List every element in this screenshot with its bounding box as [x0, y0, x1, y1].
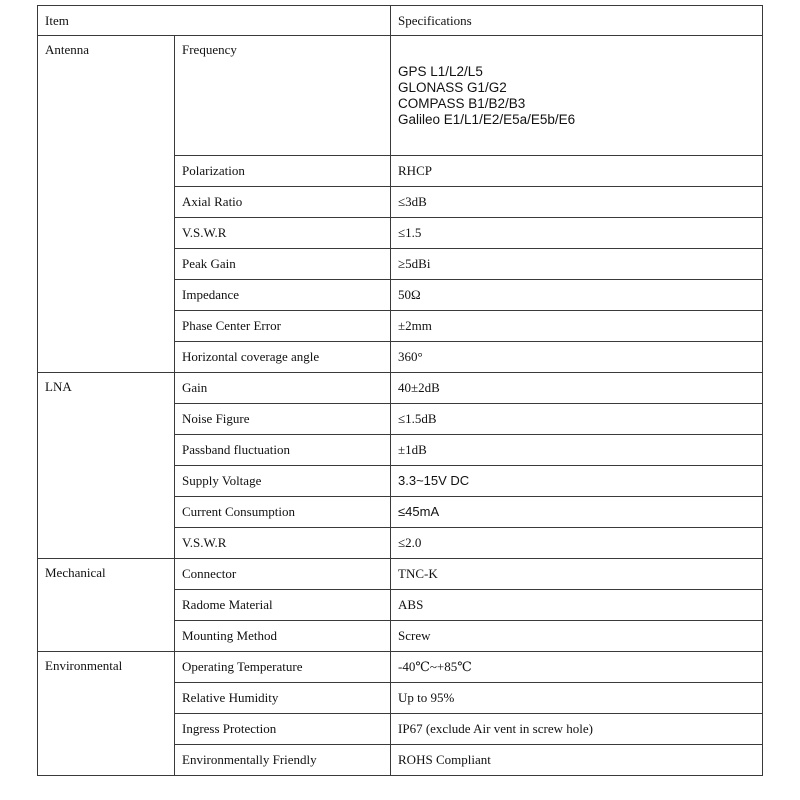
param-value: ≤3dB [391, 187, 763, 218]
param-name: Environmentally Friendly [175, 745, 391, 776]
param-name: Gain [175, 373, 391, 404]
table-row [38, 373, 763, 404]
specifications-table [37, 5, 763, 776]
table-row [38, 36, 763, 156]
frequency-value: COMPASS B1/B2/B3 [398, 95, 526, 111]
group-lna: LNA [38, 373, 175, 559]
group-environmental: Environmental [38, 652, 175, 776]
param-value: 360° [391, 342, 763, 373]
param-value: Screw [391, 621, 763, 652]
frequency-values [391, 36, 763, 156]
param-value: ±2mm [391, 311, 763, 342]
table-row [38, 559, 763, 590]
param-value: 3.3~15V DC [391, 466, 763, 497]
param-name: Axial Ratio [175, 187, 391, 218]
param-name: Connector [175, 559, 391, 590]
param-value: ABS [391, 590, 763, 621]
param-name: Supply Voltage [175, 466, 391, 497]
frequency-value: GPS L1/L2/L5 [398, 63, 483, 79]
param-value: ≤45mA [391, 497, 763, 528]
param-name: Peak Gain [175, 249, 391, 280]
param-value: 40±2dB [391, 373, 763, 404]
param-value: ≤1.5 [391, 218, 763, 249]
param-value: ±1dB [391, 435, 763, 466]
param-name: Radome Material [175, 590, 391, 621]
param-value: 50Ω [391, 280, 763, 311]
param-name: V.S.W.R [175, 528, 391, 559]
param-name: Polarization [175, 156, 391, 187]
param-value: Up to 95% [391, 683, 763, 714]
param-name: Horizontal coverage angle [175, 342, 391, 373]
param-name: Relative Humidity [175, 683, 391, 714]
param-value: ROHS Compliant [391, 745, 763, 776]
param-name: Operating Temperature [175, 652, 391, 683]
group-antenna: Antenna [38, 36, 175, 373]
table-header-row [38, 6, 763, 36]
frequency-value: Galileo E1/L1/E2/E5a/E5b/E6 [398, 111, 576, 127]
group-mechanical: Mechanical [38, 559, 175, 652]
header-item: Item [38, 6, 391, 36]
param-frequency: Frequency [175, 36, 391, 156]
param-name: Noise Figure [175, 404, 391, 435]
param-name: Ingress Protection [175, 714, 391, 745]
header-specifications: Specifications [391, 6, 763, 36]
param-value: IP67 (exclude Air vent in screw hole) [391, 714, 763, 745]
param-value: -40℃~+85℃ [391, 652, 763, 683]
param-name: Impedance [175, 280, 391, 311]
param-name: Mounting Method [175, 621, 391, 652]
param-value: ≤1.5dB [391, 404, 763, 435]
param-value: RHCP [391, 156, 763, 187]
table-row [38, 652, 763, 683]
param-value: ≥5dBi [391, 249, 763, 280]
param-name: V.S.W.R [175, 218, 391, 249]
param-value: ≤2.0 [391, 528, 763, 559]
param-name: Passband fluctuation [175, 435, 391, 466]
param-name: Phase Center Error [175, 311, 391, 342]
param-name: Current Consumption [175, 497, 391, 528]
frequency-value: GLONASS G1/G2 [398, 79, 507, 95]
param-value: TNC-K [391, 559, 763, 590]
